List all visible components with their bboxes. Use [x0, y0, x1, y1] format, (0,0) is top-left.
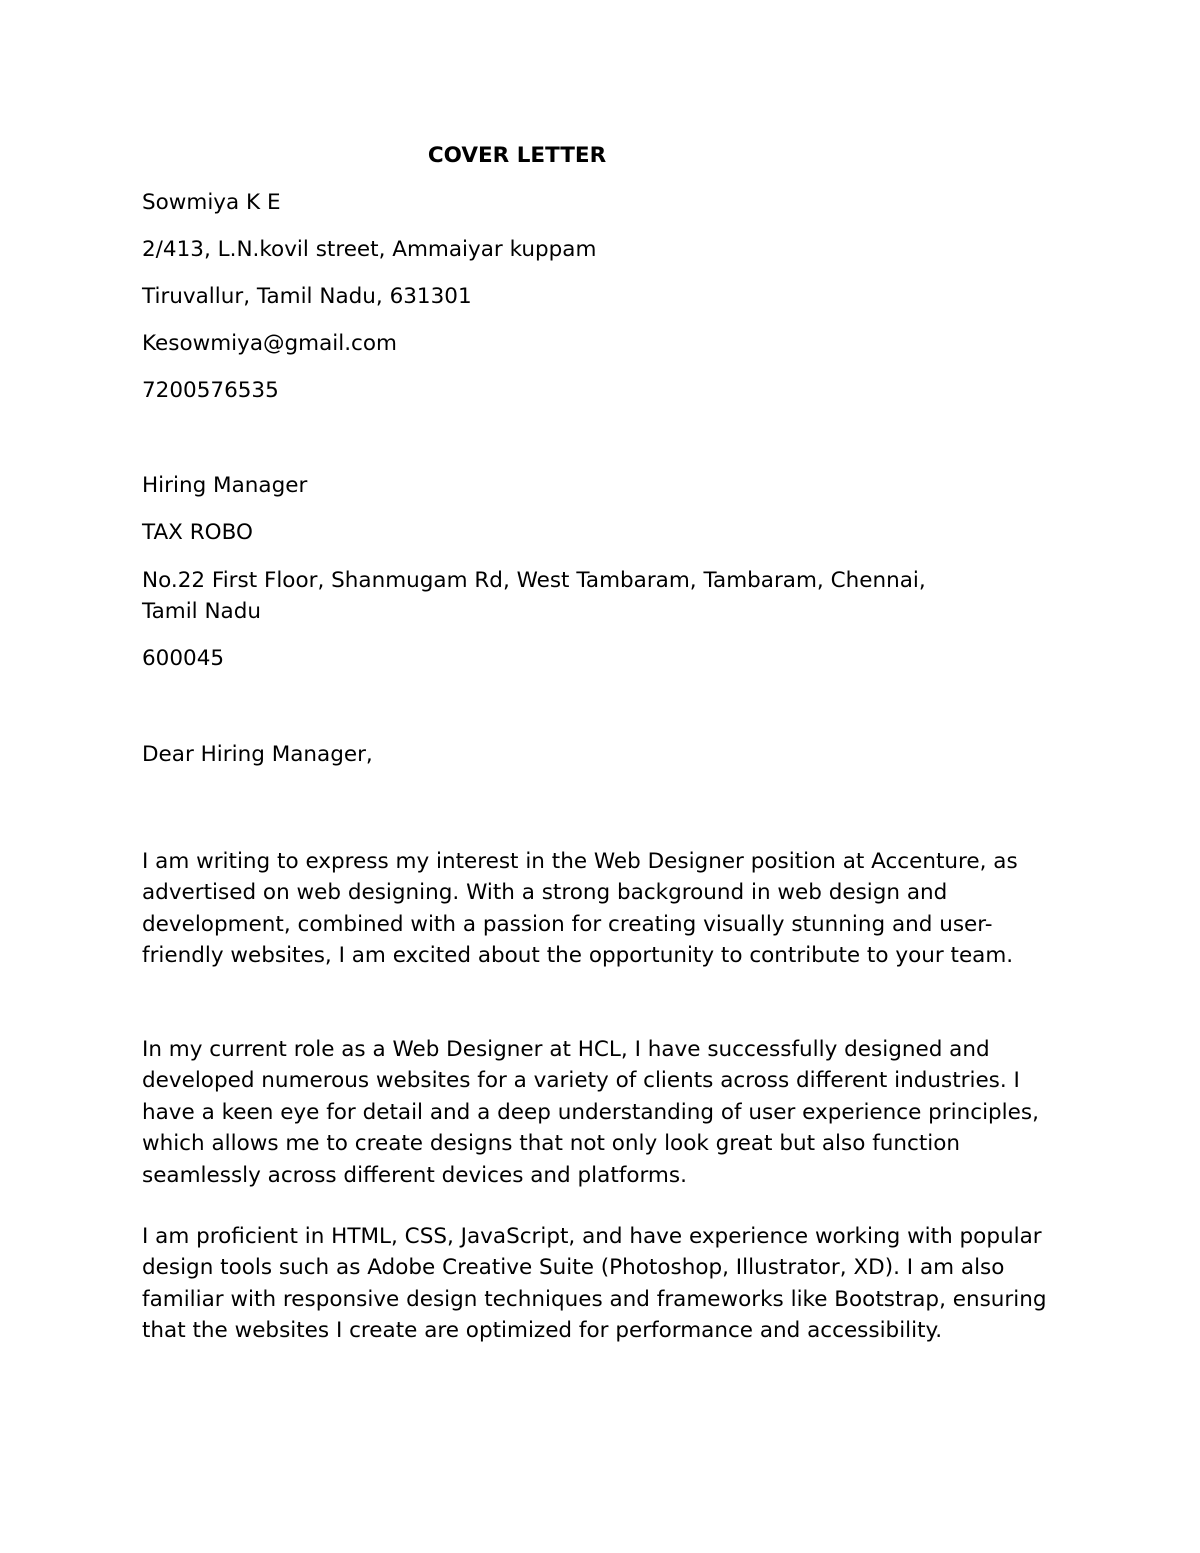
body-paragraph-2: In my current role as a Web Designer at HCL, I have successfully designed and developed numerous websites for a variety of clients across different industries. I have a keen eye for detail and a deep understanding of user experience principles, which allows me to create designs that not only look great but also function seamlessly across different devices and platforms.: [142, 1037, 1039, 1188]
sender-phone: 7200576535: [142, 378, 279, 403]
document-title: COVER LETTER: [427, 143, 607, 168]
body-paragraph-3: I am proficient in HTML, CSS, JavaScript, and have experience working with popular design tools such as Adobe Creative Suite (Photoshop, Illustrator, XD). I am also familiar with responsive design techniques and frameworks like Bootstrap, ensuring that the websites I create are optimized for performance and accessibility.: [142, 1224, 1047, 1344]
recipient-company: TAX ROBO: [142, 520, 253, 545]
body-paragraph-1: I am writing to express my interest in the Web Designer position at Accenture, as advertised on web designing. With a strong background in web design and development, combined with a passion for creating visually stunning and user-friendly websites, I am excited about the opportunity to contribute to your team.: [142, 849, 1018, 969]
sender-name: Sowmiya K E: [142, 190, 281, 215]
recipient-postal-code: 600045: [142, 646, 225, 671]
salutation: Dear Hiring Manager,: [142, 742, 373, 767]
sender-email: Kesowmiya@gmail.com: [142, 331, 397, 356]
recipient-address-line2: Tamil Nadu: [142, 599, 262, 624]
sender-address-line1: 2/413, L.N.kovil street, Ammaiyar kuppam: [142, 237, 597, 262]
recipient-title: Hiring Manager: [142, 473, 308, 498]
recipient-address-line1: No.22 First Floor, Shanmugam Rd, West Tambaram, Tambaram, Chennai,: [142, 568, 926, 593]
sender-address-line2: Tiruvallur, Tamil Nadu, 631301: [142, 284, 472, 309]
